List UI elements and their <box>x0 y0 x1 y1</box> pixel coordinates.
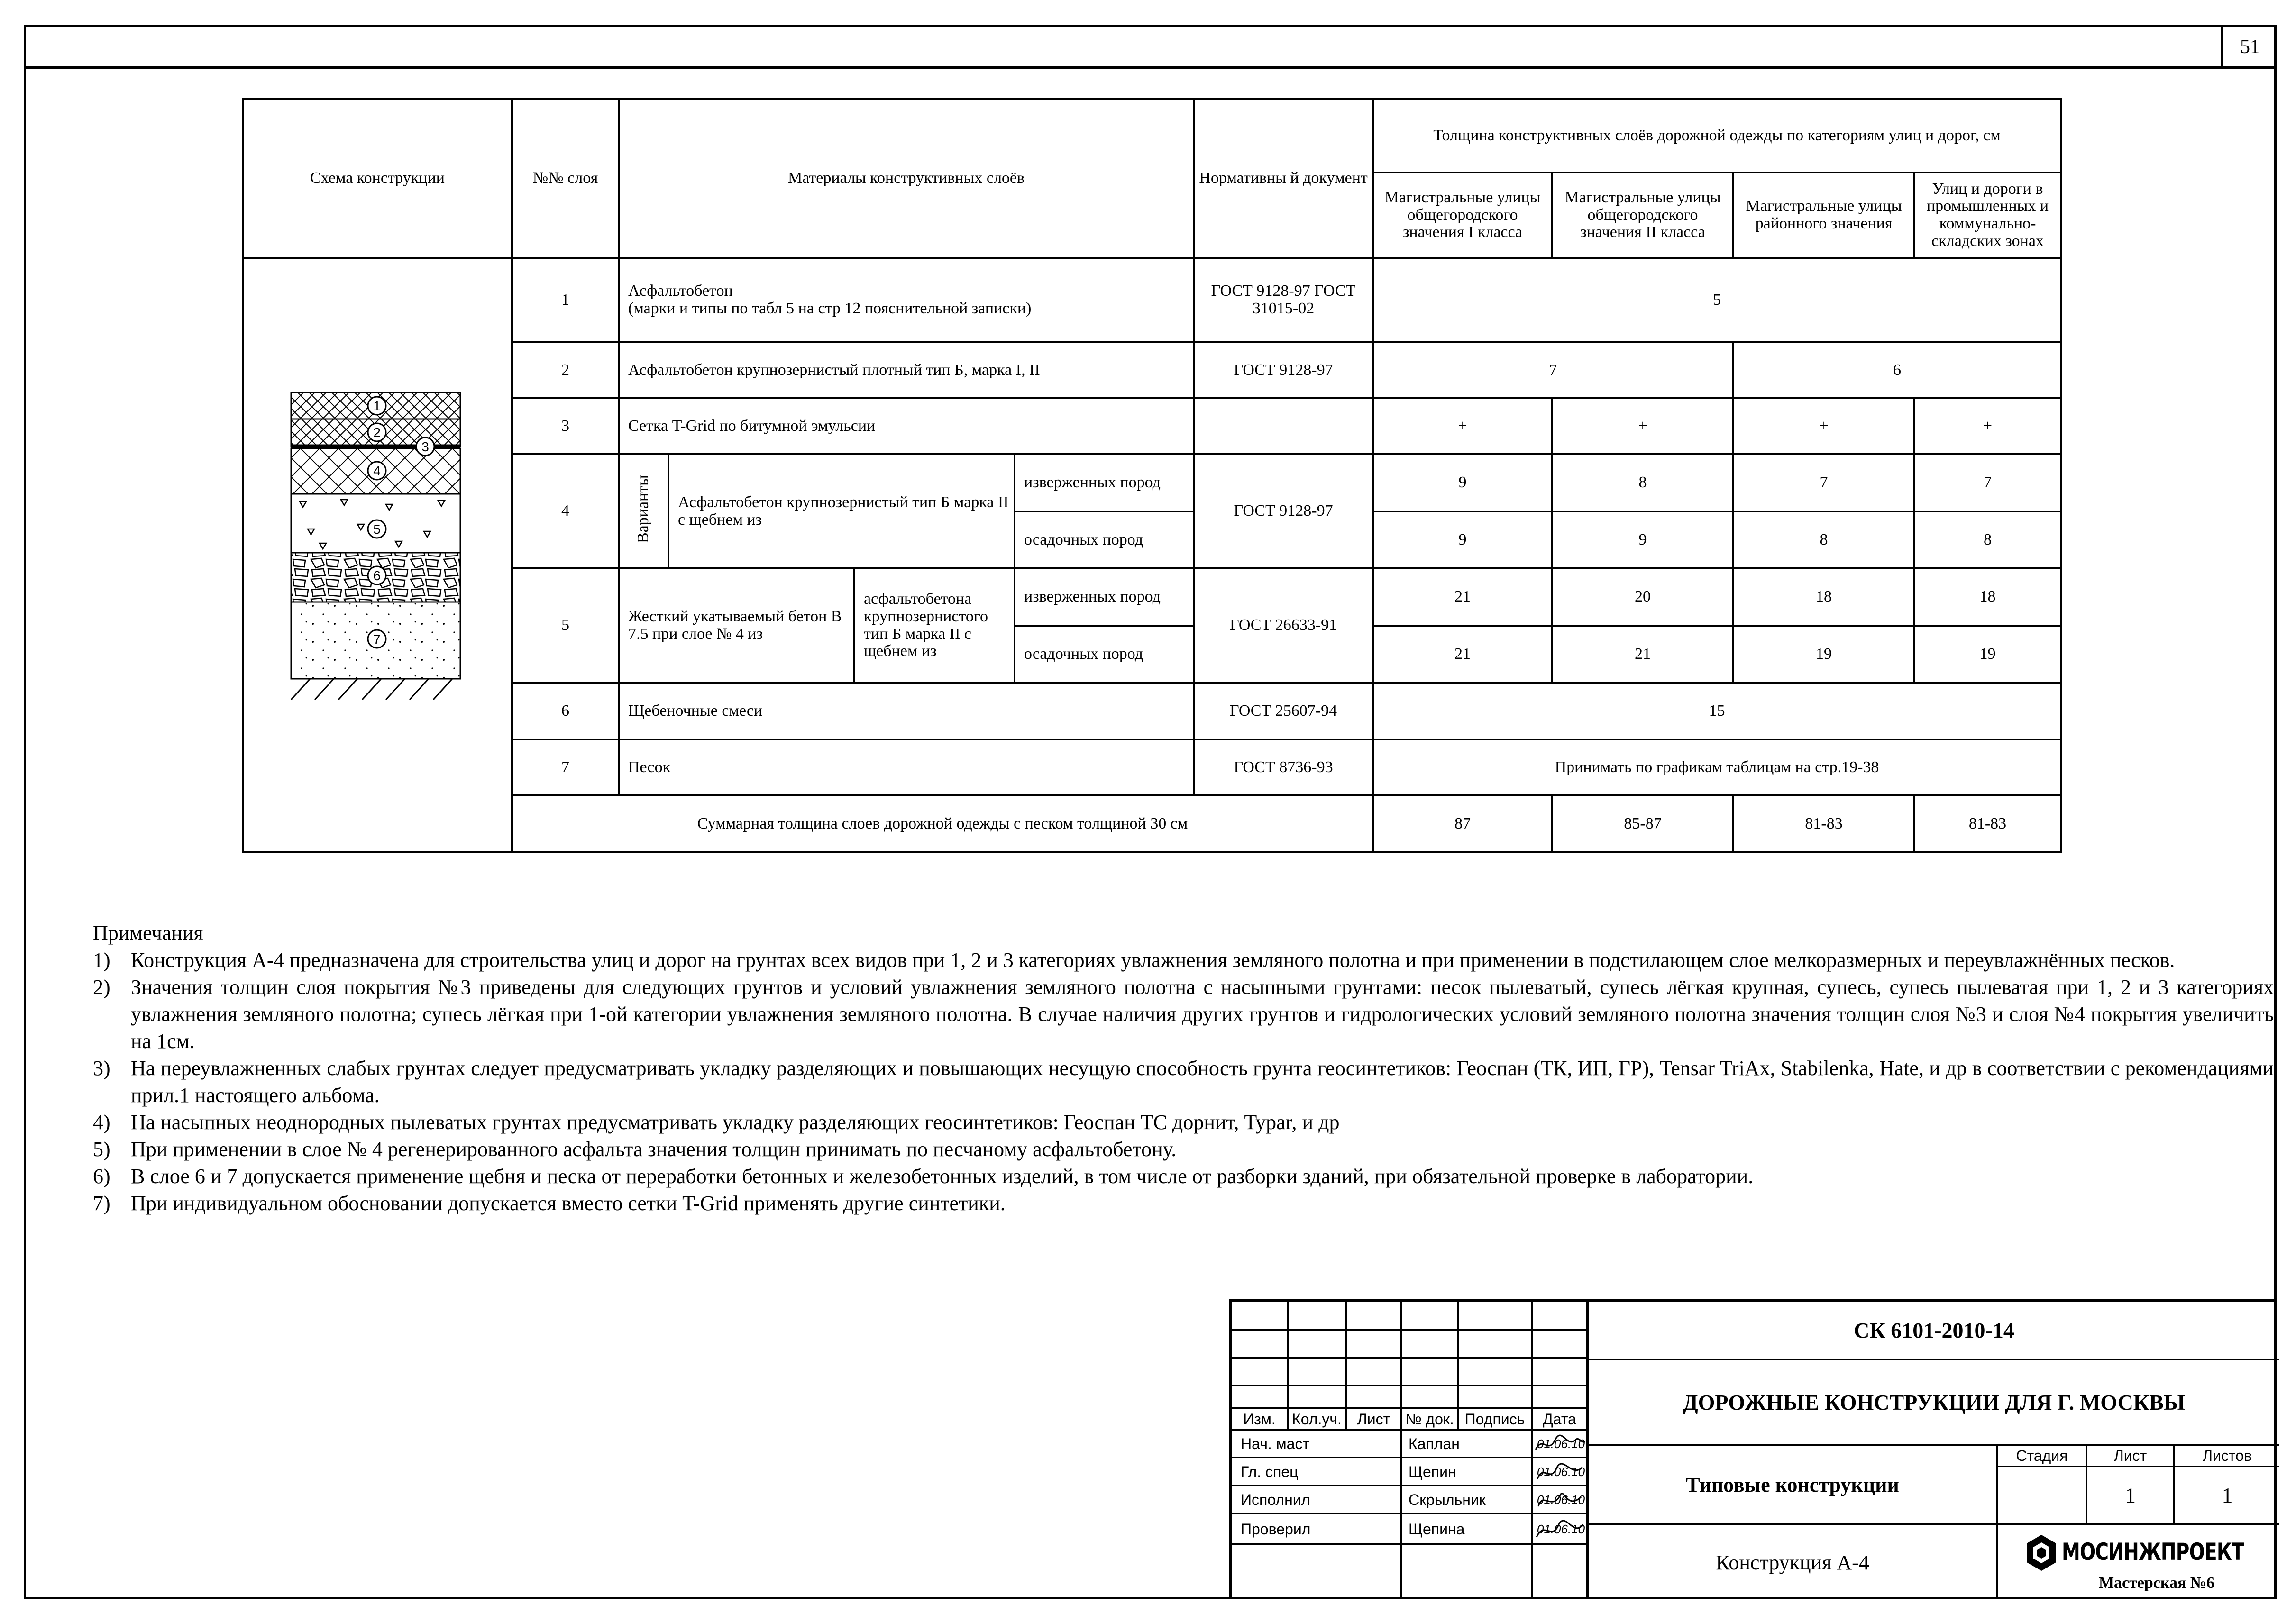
row1-no: 1 <box>512 258 619 342</box>
row7-no: 7 <box>512 739 619 795</box>
schema-label-7: 7 <box>373 632 381 647</box>
date-2: 01.06.10 <box>1537 1465 1585 1479</box>
sheet-header: Лист <box>2113 1447 2147 1464</box>
row6-no: 6 <box>512 683 619 739</box>
header-normative-doc: Нормативны й документ <box>1194 99 1373 258</box>
row5-b1: 21 <box>1373 626 1552 683</box>
header-materials: Материалы конструктивных слоёв <box>619 99 1194 258</box>
note-item: 6) В слое 6 и 7 допускается применение щебня и песка от переработки бетонных и железобетонных изделий, в том числе от разборки зданий, при обязательной проверке в лаборатории. <box>93 1165 1754 1188</box>
name-2: Щепин <box>1409 1463 1456 1480</box>
row5-a1: 21 <box>1373 568 1552 626</box>
row4-b2: 9 <box>1552 511 1733 568</box>
row4-variants-cell <box>619 454 668 568</box>
schema-label-5: 5 <box>373 522 381 537</box>
row3-v4: + <box>1914 398 2061 454</box>
row1-doc: ГОСТ 9128-97 ГОСТ 31015-02 <box>1194 258 1373 342</box>
construction-table <box>242 98 2062 853</box>
role-1: Нач. маст <box>1241 1435 1310 1452</box>
row4-b3: 8 <box>1733 511 1914 568</box>
row2-doc: ГОСТ 9128-97 <box>1194 342 1373 398</box>
row5-mid: асфальтобетона крупнозернистого тип Б марка II с щебнем из <box>854 568 1015 683</box>
row4-b4: 8 <box>1914 511 2061 568</box>
row5-b2: 21 <box>1552 626 1733 683</box>
notes-section <box>93 920 2274 1217</box>
row5-doc: ГОСТ 26633-91 <box>1194 568 1373 683</box>
top-rule <box>24 66 2277 69</box>
name-4: Щепина <box>1409 1520 1465 1538</box>
col-izm: Изм. <box>1243 1410 1276 1428</box>
stage-header: Стадия <box>2016 1447 2068 1464</box>
date-4: 01.06.10 <box>1537 1522 1585 1536</box>
header-cat1: Магистральные улицы общегородского значения I класса <box>1373 173 1552 258</box>
notes-title: Примечания <box>93 921 203 945</box>
row3-v3: + <box>1733 398 1914 454</box>
role-4: Проверил <box>1241 1520 1311 1538</box>
row7-value: Принимать по графикам таблицам на стр.19-38 <box>1373 739 2061 795</box>
row4-material: Асфальтобетон крупнозернистый тип Б марка II с щебнем из <box>668 454 1015 568</box>
row1-material: Асфальтобетон (марки и типы по табл 5 на стр 12 пояснительной записки) <box>619 258 1194 342</box>
row4-b1: 9 <box>1373 511 1552 568</box>
sheets-value: 1 <box>2222 1483 2233 1507</box>
col-podpis: Подпись <box>1464 1410 1525 1428</box>
note-item: 7) При индивидуальном обосновании допускается вместо сетки T-Grid применять другие синтетики. <box>93 1192 1006 1215</box>
header-cat4: Улиц и дороги в промышленных и коммунально-складских зонах <box>1914 173 2061 258</box>
role-3: Исполнил <box>1241 1491 1310 1508</box>
note-item: 4) На насыпных неоднородных пылеватых грунтах предусматривать укладку разделяющих геосинтетиков: Геоспан ТС дорнит, Typar, и др <box>93 1111 1340 1134</box>
page-number: 51 <box>2221 25 2277 69</box>
row5-no: 5 <box>512 568 619 683</box>
company-logo-icon <box>2025 1534 2058 1572</box>
total-v4: 81-83 <box>1914 795 2061 852</box>
row5-sub2: осадочных пород <box>1015 626 1194 683</box>
row2-no: 2 <box>512 342 619 398</box>
row7-doc: ГОСТ 8736-93 <box>1194 739 1373 795</box>
total-v2: 85-87 <box>1552 795 1733 852</box>
name-3: Скрыльник <box>1409 1491 1486 1508</box>
note-item: 1) Конструкция А-4 предназначена для строительства улиц и дорог на грунтах всех видов при 1, 2 и 3 категориях увлажнения земляного полотна и при применении в подстилающем слое мелкоразмерных и переувлажнённых песков. <box>93 948 2175 972</box>
row4-sub1: изверженных пород <box>1015 454 1194 511</box>
header-thickness: Толщина конструктивных слоёв дорожной одежды по категориям улиц и дорог, см <box>1373 99 2061 173</box>
row6-material: Щебеночные смеси <box>619 683 1194 739</box>
row1-value: 5 <box>1373 258 2061 342</box>
notes-list <box>93 947 2274 1217</box>
date-3: 01.06.10 <box>1537 1493 1585 1507</box>
row4-a1: 9 <box>1373 454 1552 511</box>
row5-a2: 20 <box>1552 568 1733 626</box>
row5-b3: 19 <box>1733 626 1914 683</box>
row4-a2: 8 <box>1552 454 1733 511</box>
row3-material: Сетка T-Grid по битумной эмульсии <box>619 398 1194 454</box>
row2-value-a: 7 <box>1373 342 1733 398</box>
row4-sub2: осадочных пород <box>1015 511 1194 568</box>
role-2: Гл. спец <box>1241 1463 1299 1480</box>
row5-sub1: изверженных пород <box>1015 568 1194 626</box>
schema-label-4: 4 <box>373 464 381 478</box>
schema-label-3: 3 <box>421 439 429 454</box>
doc-subtitle: Типовые конструкции <box>1686 1473 1899 1496</box>
row5-a4: 18 <box>1914 568 2061 626</box>
schema-label-6: 6 <box>373 568 381 583</box>
construction-name: Конструкция А-4 <box>1716 1550 1869 1574</box>
row3-no: 3 <box>512 398 619 454</box>
header-cat3: Магистральные улицы районного значения <box>1733 173 1914 258</box>
col-doc: № док. <box>1405 1410 1454 1428</box>
note-item: 3) На переувлажненных слабых грунтах следует предусматривать укладку разделяющих и повышающих несущую способность грунта геосинтетиков: Геоспан (ТК, ИП, ГР), Tensar TriAx, Stabilenka, Hate, и др в соответствии с рекомендациями прил.1 настоящего альбома. <box>93 1057 2274 1107</box>
row2-material: Асфальтобетон крупнозернистый плотный тип Б, марка I, II <box>619 342 1194 398</box>
workshop-name: Мастерская №6 <box>2098 1574 2215 1592</box>
row3-v1: + <box>1373 398 1552 454</box>
name-1: Каплан <box>1409 1435 1460 1452</box>
row6-doc: ГОСТ 25607-94 <box>1194 683 1373 739</box>
row5-b4: 19 <box>1914 626 2061 683</box>
row6-value: 15 <box>1373 683 2061 739</box>
header-cat2: Магистральные улицы общегородского значения II класса <box>1552 173 1733 258</box>
doc-title: ДОРОЖНЫЕ КОНСТРУКЦИИ ДЛЯ Г. МОСКВЫ <box>1683 1390 2185 1414</box>
date-1: 01.06.10 <box>1537 1437 1585 1451</box>
title-block <box>1229 1299 2277 1599</box>
schema-label-1: 1 <box>373 399 381 413</box>
row4-variants: Варианты <box>634 475 652 544</box>
schema-cell <box>243 258 512 852</box>
layer-schema-diagram <box>244 259 512 851</box>
note-item: 2) Значения толщин слоя покрытия №3 приведены для следующих грунтов и условий увлажнения земляного полотна с насыпными грунтами: песок пылеватый, супесь лёгкая крупная, супесь, супесь пылеватая при 1, 2 и 3 категориях увлажнения земляного полотна; супесь лёгкая при 1-ой категории увлажнения земляного полотна. В случае наличия других грунтов и гидрологических условий земляного полотна значения толщин слоя №3 и слоя №4 покрытия увеличить на 1см. <box>93 976 2274 1053</box>
total-label: Суммарная толщина слоев дорожной одежды с песком толщиной 30 см <box>512 795 1373 852</box>
company-name: МОСИНЖПРОЕКТ <box>2062 1538 2244 1566</box>
note-item: 5) При применении в слое № 4 регенерированного асфальта значения толщин принимать по песчаному асфальтобетону. <box>93 1138 1177 1161</box>
header-schema: Схема конструкции <box>243 99 512 258</box>
row3-v2: + <box>1552 398 1733 454</box>
total-v3: 81-83 <box>1733 795 1914 852</box>
row5-material: Жесткий укатываемый бетон В 7.5 при слое № 4 из <box>619 568 854 683</box>
col-data: Дата <box>1543 1410 1576 1428</box>
doc-code: СК 6101-2010-14 <box>1854 1318 2014 1342</box>
row2-value-b: 6 <box>1733 342 2061 398</box>
row4-a3: 7 <box>1733 454 1914 511</box>
col-list: Лист <box>1357 1410 1390 1428</box>
row4-no: 4 <box>512 454 619 568</box>
header-layer-no: №№ слоя <box>512 99 619 258</box>
sheets-header: Листов <box>2203 1447 2252 1464</box>
row4-a4: 7 <box>1914 454 2061 511</box>
row7-material: Песок <box>619 739 1194 795</box>
col-kol: Кол.уч. <box>1292 1410 1342 1428</box>
row4-doc: ГОСТ 9128-97 <box>1194 454 1373 568</box>
sheet-value: 1 <box>2125 1483 2136 1507</box>
row3-doc <box>1194 398 1373 454</box>
row5-a3: 18 <box>1733 568 1914 626</box>
schema-label-2: 2 <box>373 425 381 440</box>
total-v1: 87 <box>1373 795 1552 852</box>
